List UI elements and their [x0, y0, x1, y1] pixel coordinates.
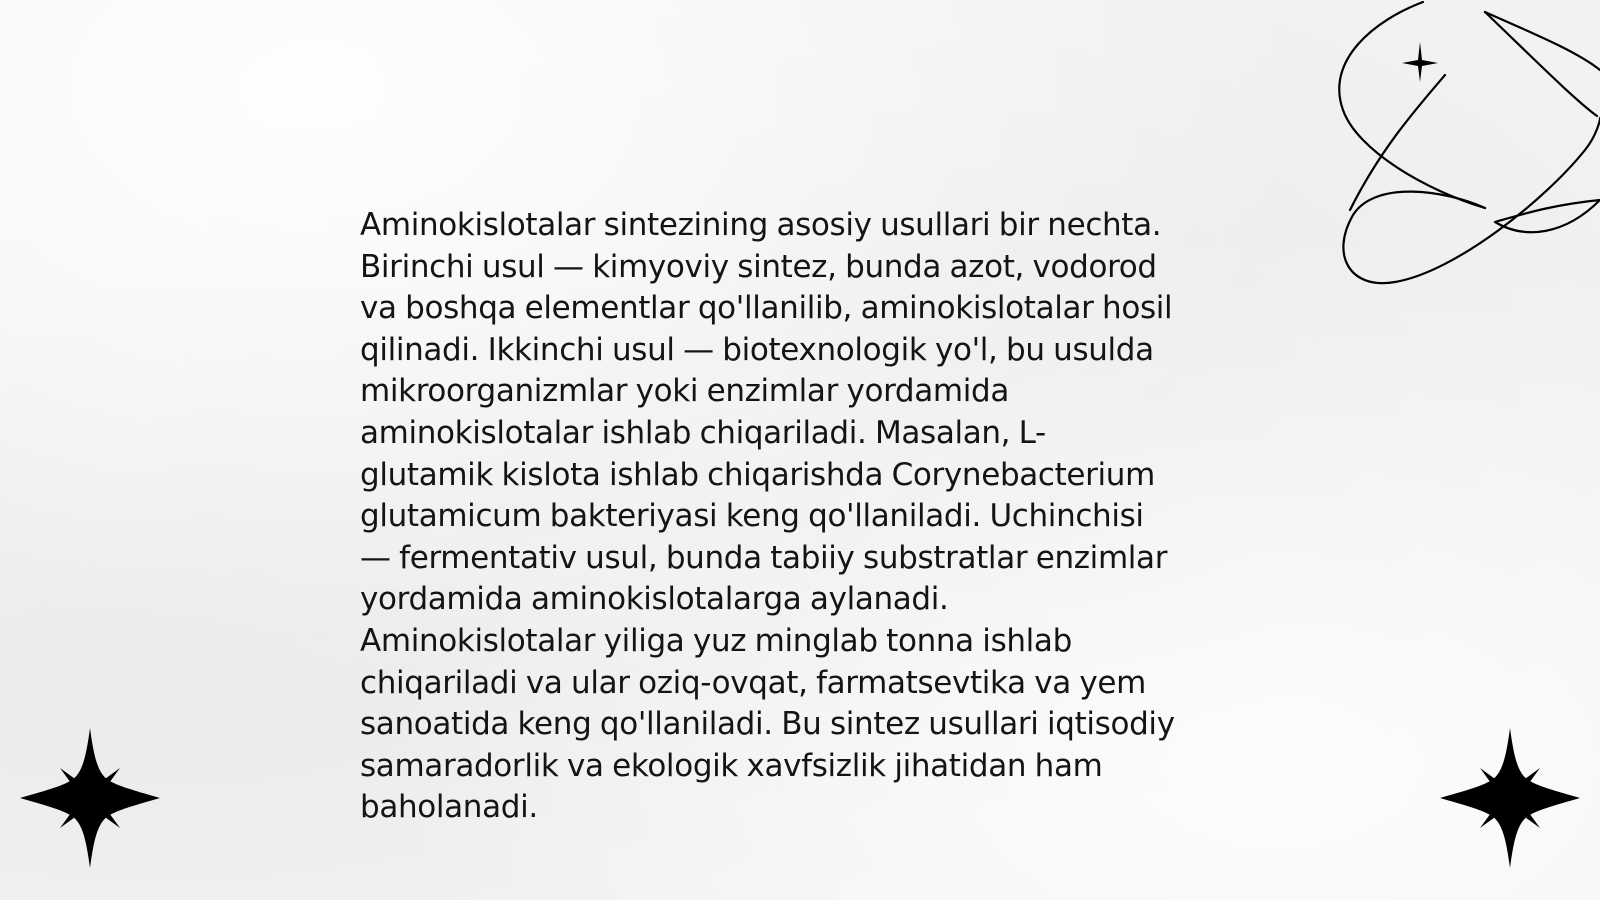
paragraph-line: aminokislotalar ishlab chiqariladi. Masalan, L-	[360, 414, 1046, 451]
paragraph-line: samaradorlik va ekologik xavfsizlik jihatidan ham	[360, 747, 1103, 784]
paragraph-line: Aminokislotalar yiliga yuz minglab tonna ishlab	[360, 622, 1072, 659]
paragraph-line: Aminokislotalar sintezining asosiy usullari bir nechta.	[360, 207, 1162, 243]
paragraph-line: glutamik kislota ishlab chiqarishda Corynebacterium	[360, 456, 1155, 493]
paragraph-line: sanoatida keng qo'llaniladi. Bu sintez usullari iqtisodiy	[360, 706, 1175, 743]
paragraph-line: qilinadi. Ikkinchi usul — biotexnologik yo'l, bu usulda	[360, 331, 1154, 368]
paragraph-line: chiqariladi va ular oziq-ovqat, farmatsevtika va yem	[360, 664, 1146, 701]
paragraph-line: mikroorganizmlar yoki enzimlar yordamida	[360, 373, 1009, 410]
paragraph-line: — fermentativ usul, bunda tabiiy substratlar enzimlar	[360, 539, 1168, 576]
orbit-swirl-icon	[1335, 0, 1600, 290]
four-point-star-icon	[1440, 728, 1580, 868]
paragraph-line: va boshqa elementlar qo'llanilib, aminokislotalar hosil	[360, 290, 1173, 327]
body-paragraph	[360, 205, 1260, 829]
paragraph-line: Birinchi usul — kimyoviy sintez, bunda azot, vodorod	[360, 248, 1157, 285]
paragraph-line: baholanadi.	[360, 789, 538, 826]
four-point-star-icon	[20, 728, 160, 868]
paragraph-line: glutamicum bakteriyasi keng qo'llaniladi. Uchinchisi	[360, 498, 1144, 535]
small-sparkle-icon	[1402, 42, 1438, 82]
paragraph-line: yordamida aminokislotalarga aylanadi.	[360, 581, 949, 618]
